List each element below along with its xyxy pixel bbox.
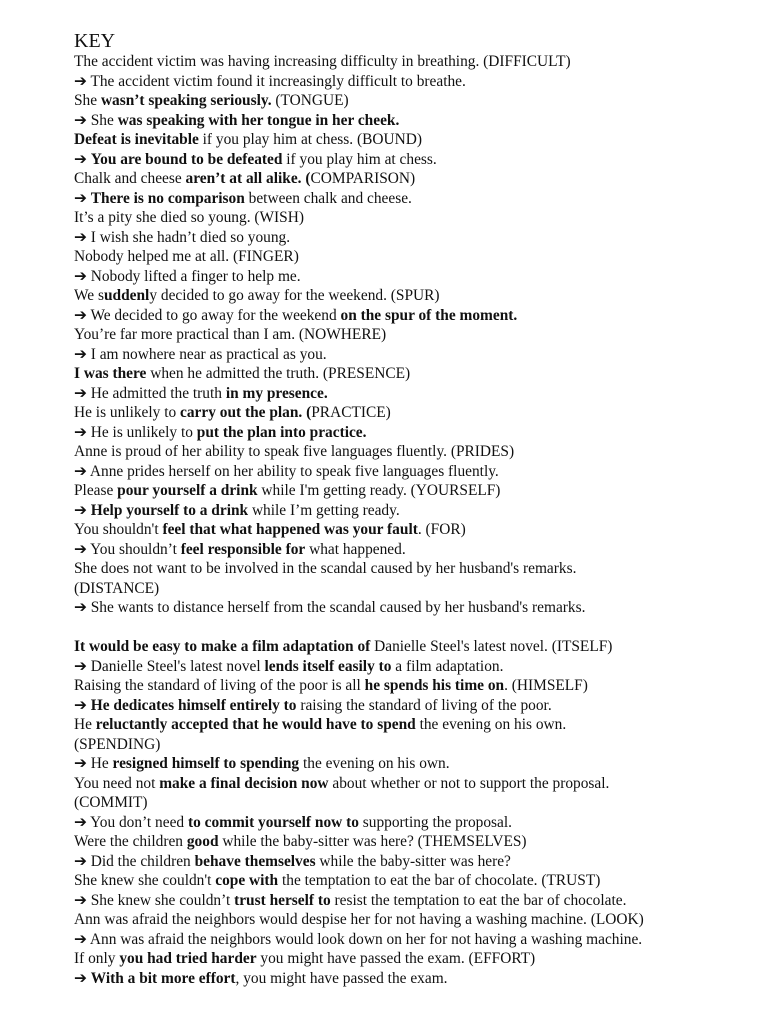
text-segment: while I’m getting ready. bbox=[248, 501, 400, 519]
text-segment: . (HIMSELF) bbox=[504, 677, 588, 694]
bold-text: You are bound to be defeated bbox=[90, 150, 283, 168]
text-segment: (TONGUE) bbox=[271, 92, 349, 109]
text-segment: She bbox=[74, 92, 101, 109]
text-line bbox=[74, 715, 754, 735]
text-line bbox=[74, 189, 754, 209]
text-line bbox=[74, 364, 754, 384]
text-line bbox=[74, 676, 754, 696]
bold-text: It would be easy to make a film adaptation of bbox=[74, 638, 371, 655]
text-segment: She does not want to be involved in the scandal caused by her husband's remarks. bbox=[74, 560, 577, 577]
text-segment: Nobody helped me at all. (FINGER) bbox=[74, 248, 299, 265]
bold-text: put the plan into practice. bbox=[196, 423, 367, 441]
text-line bbox=[74, 286, 754, 306]
text-line bbox=[74, 423, 754, 443]
bold-text: I was there bbox=[74, 365, 147, 382]
text-segment: PRACTICE) bbox=[311, 404, 391, 421]
bold-text: uddenl bbox=[103, 287, 150, 304]
text-line bbox=[74, 403, 754, 423]
bold-text: aren’t at all alike. ( bbox=[185, 170, 311, 187]
text-segment: Were the children bbox=[74, 833, 187, 850]
text-segment: Please bbox=[74, 482, 118, 499]
text-segment: the temptation to eat the bar of chocolate. (TRUST) bbox=[278, 872, 601, 889]
text-segment: a film adaptation. bbox=[391, 657, 504, 675]
text-segment: ➔ He bbox=[74, 755, 113, 772]
text-segment: ➔ Danielle Steel's latest novel bbox=[74, 657, 265, 675]
text-line bbox=[74, 579, 754, 599]
text-segment: It’s a pity she died so young. (WISH) bbox=[74, 209, 304, 226]
text-line bbox=[74, 384, 754, 404]
text-line bbox=[74, 540, 754, 560]
bold-text: There is no comparison bbox=[90, 189, 245, 207]
text-line bbox=[74, 696, 754, 716]
text-line bbox=[74, 930, 754, 950]
bold-text: he spends his time on bbox=[364, 677, 505, 694]
text-line bbox=[74, 462, 754, 482]
bold-text: cope with bbox=[215, 872, 279, 889]
bold-text: wasn’t speaking seriously. bbox=[100, 92, 272, 109]
text-segment: ➔ We decided to go away for the weekend bbox=[74, 306, 341, 324]
text-segment: Anne is proud of her ability to speak five languages fluently. (PRIDES) bbox=[74, 443, 515, 460]
text-line bbox=[74, 150, 754, 170]
text-segment: She knew she couldn't bbox=[74, 872, 216, 889]
text-line bbox=[74, 637, 754, 657]
text-segment: ➔ You don’t need bbox=[74, 813, 188, 831]
text-line bbox=[74, 813, 754, 833]
text-segment: about whether or not to support the proposal. bbox=[328, 774, 610, 792]
text-segment: (SPENDING) bbox=[74, 735, 161, 753]
bold-text: lends itself easily to bbox=[264, 657, 392, 675]
text-segment: If only bbox=[74, 950, 120, 967]
text-line bbox=[74, 910, 754, 930]
text-segment: ➔ bbox=[74, 150, 91, 168]
text-line bbox=[74, 228, 754, 248]
bold-text: on the spur of the moment. bbox=[340, 306, 518, 324]
text-line bbox=[74, 793, 754, 813]
text-segment: resist the temptation to eat the bar of chocolate. bbox=[330, 891, 627, 909]
text-segment: (COMMIT) bbox=[74, 794, 148, 811]
text-line bbox=[74, 871, 754, 891]
bold-text: With a bit more effort bbox=[90, 969, 236, 987]
bold-text: carry out the plan. ( bbox=[180, 404, 312, 421]
text-line bbox=[74, 91, 754, 111]
bold-text: reluctantly accepted that he would have to spend bbox=[95, 716, 416, 733]
text-segment: ➔ He admitted the truth bbox=[74, 384, 226, 402]
document-page bbox=[74, 30, 754, 988]
text-line bbox=[74, 52, 754, 72]
text-segment: ➔ Ann was afraid the neighbors would look down on her for not having a washing machine. bbox=[74, 930, 643, 948]
text-segment: raising the standard of living of the poor. bbox=[296, 696, 552, 714]
bold-text: trust herself to bbox=[234, 891, 331, 909]
text-line bbox=[74, 754, 754, 774]
bold-text: feel responsible for bbox=[180, 540, 306, 558]
text-line bbox=[74, 657, 754, 677]
text-segment: ➔ You shouldn’t bbox=[74, 540, 181, 558]
text-segment: The accident victim was having increasing difficulty in breathing. (DIFFICULT) bbox=[74, 53, 571, 70]
text-line bbox=[74, 501, 754, 521]
text-line bbox=[74, 306, 754, 326]
bold-text: was speaking with her tongue in her cheek. bbox=[117, 111, 400, 129]
text-line bbox=[74, 891, 754, 911]
bold-text: in my presence. bbox=[225, 384, 328, 402]
text-segment: ➔ She wants to distance herself from the scandal caused by her husband's remarks. bbox=[74, 599, 586, 616]
text-line bbox=[74, 559, 754, 579]
text-line bbox=[74, 208, 754, 228]
text-segment: We s bbox=[74, 287, 104, 304]
text-segment: You shouldn't bbox=[74, 521, 163, 538]
text-segment: Ann was afraid the neighbors would despise her for not having a washing machine. (LOOK) bbox=[74, 911, 644, 928]
text-segment: He bbox=[74, 716, 96, 733]
text-segment: while the baby-sitter was here? bbox=[315, 852, 511, 870]
answer-key-lines bbox=[74, 52, 754, 988]
bold-text: Help yourself to a drink bbox=[90, 501, 249, 519]
bold-text: good bbox=[186, 833, 219, 850]
text-segment: supporting the proposal. bbox=[358, 813, 512, 831]
text-line bbox=[74, 267, 754, 287]
text-segment: ➔ bbox=[74, 189, 91, 207]
text-line bbox=[74, 949, 754, 969]
text-segment: ➔ She knew she couldn’t bbox=[74, 891, 235, 909]
bold-text: to commit yourself now to bbox=[187, 813, 359, 831]
text-segment: ➔ Did the children bbox=[74, 852, 195, 870]
text-line bbox=[74, 520, 754, 540]
text-segment: when he admitted the truth. (PRESENCE) bbox=[146, 365, 411, 382]
text-line bbox=[74, 111, 754, 131]
text-segment: (DISTANCE) bbox=[74, 579, 160, 597]
text-segment: you might have passed the exam. (EFFORT) bbox=[256, 950, 536, 967]
text-segment: . (FOR) bbox=[417, 521, 466, 538]
text-line bbox=[74, 72, 754, 92]
text-segment: You’re far more practical than I am. (NOWHERE) bbox=[74, 326, 387, 343]
text-segment: ➔ Anne prides herself on her ability to speak five languages fluently. bbox=[74, 462, 499, 480]
bold-text: resigned himself to spending bbox=[112, 755, 300, 772]
text-segment: ➔ I wish she hadn’t died so young. bbox=[74, 228, 291, 246]
text-segment: between chalk and cheese. bbox=[244, 189, 412, 207]
text-line bbox=[74, 247, 754, 267]
bold-text: behave themselves bbox=[194, 852, 316, 870]
blank-line bbox=[74, 618, 754, 638]
document-title: KEY bbox=[74, 30, 116, 52]
text-segment: ➔ The accident victim found it increasingly difficult to breathe. bbox=[74, 72, 466, 90]
text-line bbox=[74, 130, 754, 150]
bold-text: feel that what happened was your fault bbox=[162, 521, 418, 538]
text-segment: ➔ I am nowhere near as practical as you. bbox=[74, 345, 327, 363]
bold-text: He dedicates himself entirely to bbox=[90, 696, 297, 714]
text-segment: ➔ She bbox=[74, 111, 118, 129]
bold-text: Defeat is inevitable bbox=[74, 131, 199, 148]
text-segment: ➔ bbox=[74, 501, 91, 519]
text-segment: while I'm getting ready. (YOURSELF) bbox=[257, 482, 501, 499]
text-segment: ➔ He is unlikely to bbox=[74, 423, 197, 441]
bold-text: make a final decision now bbox=[159, 774, 329, 792]
text-line bbox=[74, 832, 754, 852]
bold-text: you had tried harder bbox=[119, 950, 257, 967]
text-segment: ➔ bbox=[74, 696, 91, 714]
text-line bbox=[74, 442, 754, 462]
text-line bbox=[74, 774, 754, 794]
text-line bbox=[74, 598, 754, 618]
bold-text: pour yourself a drink bbox=[117, 482, 258, 499]
text-segment: if you play him at chess. (BOUND) bbox=[198, 131, 422, 148]
text-segment: ➔ bbox=[74, 969, 91, 987]
text-segment: Danielle Steel's latest novel. (ITSELF) bbox=[370, 638, 613, 655]
text-line bbox=[74, 852, 754, 872]
text-segment: while the baby-sitter was here? (THEMSELVES) bbox=[218, 833, 527, 850]
text-segment: He is unlikely to bbox=[74, 404, 181, 421]
text-segment: COMPARISON) bbox=[310, 170, 416, 187]
text-segment: Raising the standard of living of the poor is all bbox=[74, 677, 365, 694]
text-segment: y decided to go away for the weekend. (SPUR) bbox=[149, 287, 440, 304]
text-line bbox=[74, 169, 754, 189]
text-line bbox=[74, 735, 754, 755]
text-segment: the evening on his own. bbox=[299, 755, 450, 772]
text-line bbox=[74, 325, 754, 345]
text-segment: Chalk and cheese bbox=[74, 170, 186, 187]
text-segment: You need not bbox=[74, 774, 160, 792]
text-line bbox=[74, 969, 754, 989]
text-segment: , you might have passed the exam. bbox=[235, 969, 448, 987]
text-segment: what happened. bbox=[305, 540, 406, 558]
text-segment: if you play him at chess. bbox=[282, 150, 437, 168]
text-line bbox=[74, 345, 754, 365]
text-segment: the evening on his own. bbox=[415, 716, 567, 733]
text-line bbox=[74, 481, 754, 501]
text-segment: ➔ Nobody lifted a finger to help me. bbox=[74, 267, 301, 285]
